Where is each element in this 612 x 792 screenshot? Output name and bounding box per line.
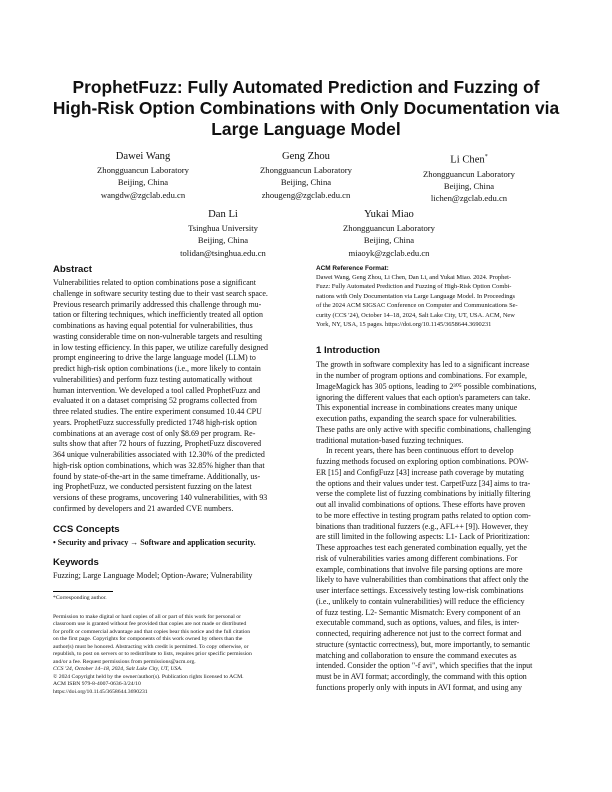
intro-line: ignoring the different values that each option's parameters can take. <box>316 392 531 402</box>
reference-line: Fuzz: Fully Automated Prediction and Fuzzing of High-Risk Option Combi- <box>316 283 512 291</box>
abstract-line: years. ProphetFuzz successfully predicted 1748 high-risk option <box>53 417 257 427</box>
abstract-line: three related studies. The entire experiment consumed 10.44 CPU <box>53 407 262 416</box>
author-name: Dan Li <box>208 209 238 220</box>
author-block <box>158 208 288 259</box>
intro-line: out all invalid combinations of options. These efforts have proven <box>316 500 526 510</box>
corresponding-author-note: *Corresponding author. <box>53 595 107 601</box>
intro-line: structure (syntactic correctness), but, more importantly, to semantic <box>316 639 531 649</box>
intro-line: intended. Consider the option "-f avi", which specifies that the input <box>316 661 533 671</box>
intro-line: in the number of program options and combinations. For example, <box>316 371 527 381</box>
left-column <box>53 264 299 696</box>
abstract-line: prompt engineering to drive the large language model (LLM) to <box>53 353 256 363</box>
reference-line: of the 2024 ACM SIGSAC Conference on Computer and Communications Se- <box>316 302 518 310</box>
intro-line: traditional mutation-based fuzzing techniques. <box>316 435 464 445</box>
intro-line: matching and collaboration to ensure the command executes as <box>316 650 517 660</box>
author-block <box>404 150 534 204</box>
abstract-line: combinations as having equal potential for vulnerabilities, thus <box>53 321 253 330</box>
intro-line: to be more effective in testing program paths related to option com- <box>316 510 531 520</box>
permission-line: and/or a fee. Request permissions from permissions@acm.org. <box>53 658 196 665</box>
permission-line: ACM ISBN 979-8-4007-0636-3/24/10 <box>53 681 141 687</box>
permission-line: republish, to post on servers or to redistribute to lists, requires prior specific permission <box>53 651 252 657</box>
abstract-line: versions of these programs, uncovering 140 vulnerabilities, with 93 <box>53 493 268 502</box>
title-line: High-Risk Option Combinations with Only Documentation via <box>52 98 560 118</box>
intro-line: executable command, such as options, values, and files, is inter- <box>316 618 520 628</box>
intro-line: execution paths, expanding the search space for vulnerabilities. <box>316 414 517 424</box>
intro-line: verse the complete list of fuzzing combinations by initially filtering <box>316 489 531 499</box>
author-email: zhougeng@zgclab.edu.cn <box>261 189 351 200</box>
author-block <box>324 208 454 259</box>
permission-line: https://doi.org/10.1145/3658644.3690231 <box>53 688 148 695</box>
author-affiliation: Zhongguancun Laboratory <box>423 168 515 179</box>
reference-line: York, NY, USA, 15 pages. https://doi.org/10.1145/3658644.3690231 <box>316 321 492 329</box>
intro-line: fuzzing methods focused on exploring option combinations. POW- <box>316 457 529 467</box>
intro-line: functions properly only with inputs in AVI format, and using any <box>316 682 522 692</box>
intro-line: example, combinations that involve file parsing options are more <box>316 564 523 574</box>
keywords-text: Fuzzing; Large Language Model; Option-Aware; Vulnerability <box>53 571 253 581</box>
intro-line: of fuzz testing. L2- Semantic Mismatch: Every component of an <box>316 607 521 617</box>
intro-line: are still limited in the following aspects: L1- Lack of Prioritization: <box>316 532 530 542</box>
permission-line: CCS '24, October 14–18, 2024, Salt Lake City, UT, USA. <box>53 666 183 672</box>
introduction-paragraph-2 <box>316 446 564 693</box>
intro-line: This exponential increase in combinations creates many unique <box>316 403 518 413</box>
permission-line: on the first page. Copyrights for components of this work owned by others than the <box>53 636 243 642</box>
permission-block <box>53 614 299 697</box>
intro-line: connected, requiring adherence not just to the correct format and <box>316 629 522 639</box>
abstract-line: Previous research primarily addressed this challenge through mu- <box>53 299 262 309</box>
intro-line: ImageMagick has 305 options, leading to 2³⁰⁵ possible combinations, <box>316 381 537 391</box>
abstract-line: wasting considerable time on non-vulnerable targets and resulting <box>53 331 263 341</box>
author-affiliation: Zhongguancun Laboratory <box>343 223 435 233</box>
intro-line: likely to have vulnerabilities than combinations that affect only the <box>316 575 529 585</box>
reference-line: nations with Only Documentation via Large Language Model. In Proceedings <box>316 292 516 300</box>
author-name: Geng Zhou <box>282 151 330 162</box>
corresponding-mark: * <box>484 154 488 160</box>
intro-line: The growth in software complexity has led to a significant increase <box>316 360 530 370</box>
author-block <box>241 150 371 201</box>
abstract-line: combinations at an average cost of only $8.69 per program. Re- <box>53 428 256 438</box>
title-line: ProphetFuzz: Fully Automated Prediction and Fuzzing of <box>72 77 540 97</box>
paper-title <box>40 77 572 140</box>
abstract-heading: Abstract <box>53 264 92 275</box>
intro-line: (i.e., unlikely to contain vulnerabilities) will reduce the efficiency <box>316 596 525 606</box>
ccs-heading: CCS Concepts <box>53 523 120 535</box>
abstract-line: 364 unique vulnerabilities associated with 12.30% of the predicted <box>53 450 265 459</box>
author-name: Dawei Wang <box>115 151 171 162</box>
intro-line: user interface settings. Excessively testing low-risk combinations <box>316 586 524 596</box>
intro-line: the options and their values under test. CarpetFuzz [34] aims to tra- <box>316 478 531 488</box>
author-location: Beijing, China <box>280 177 332 188</box>
author-email: wangdw@zgclab.edu.cn <box>100 189 186 200</box>
author-name: Li Chen <box>450 154 485 166</box>
author-block <box>78 150 208 201</box>
footnote-rule <box>53 591 113 592</box>
permission-line: author(s) must be honored. Abstracting with credit is permitted. To copy otherwise, or <box>53 643 249 650</box>
reference-line: Dawei Wang, Geng Zhou, Li Chen, Dan Li, and Yukai Miao. 2024. Prophet- <box>316 274 512 281</box>
introduction-heading: 1 Introduction <box>316 345 380 357</box>
author-email: lichen@zgclab.edu.cn <box>430 193 508 204</box>
abstract-line: found by state-of-the-art in the same timeframe. Additionally, us- <box>53 471 261 481</box>
author-email: miaoyk@zgclab.edu.cn <box>348 247 430 258</box>
permission-line: © 2024 Copyright held by the owner/author(s). Publication rights licensed to ACM. <box>53 673 244 680</box>
abstract-body <box>53 278 299 515</box>
author-name: Yukai Miao <box>364 209 414 220</box>
abstract-line: confirmed by developers and 21 awarded CVE numbers. <box>53 503 234 513</box>
abstract-line: human intervention. We developed a tool called ProphetFuzz and <box>53 385 261 395</box>
title-line: Large Language Model <box>211 119 401 139</box>
abstract-line: challenge in software security testing due to their vast search space. <box>53 288 268 298</box>
author-affiliation: Zhongguancun Laboratory <box>260 165 352 175</box>
abstract-line: evaluated it on a dataset comprising 52 programs collected from <box>53 396 257 406</box>
intro-line: risk of vulnerabilities varies among different combinations. For <box>316 553 518 563</box>
reference-format-heading: ACM Reference Format: <box>316 265 389 272</box>
intro-line: These paths are only active with specific combinations, challenging <box>316 424 531 434</box>
abstract-line: predict high-risk option combinations (i.e., more likely to contain <box>53 364 261 373</box>
author-location: Beijing, China <box>197 235 249 246</box>
abstract-line: in low testing efficiency. In this paper, we utilize carefully designed <box>53 342 269 352</box>
right-column <box>316 264 564 694</box>
permission-line: for profit or commercial advantage and that copies bear this notice and the full citation <box>53 628 251 635</box>
abstract-line: Vulnerabilities related to option combinations pose a significant <box>53 278 256 287</box>
keywords-heading: Keywords <box>53 557 99 569</box>
author-email: tolidan@tsinghua.edu.cn <box>180 247 266 258</box>
intro-line: must be in AVI format; accordingly, the command with this option <box>316 672 527 682</box>
abstract-line: tation or filtering techniques, which inefficiently treated all option <box>53 310 263 320</box>
reference-line: curity (CCS '24), October 14–18, 2024, Salt Lake City, UT, USA. ACM, New <box>316 311 515 319</box>
author-location: Beijing, China <box>117 177 169 188</box>
ccs-concepts: • Security and privacy → Software and application security. <box>53 537 256 547</box>
abstract-line: sults show that after 72 hours of fuzzing, ProphetFuzz discovered <box>53 439 262 449</box>
intro-line: In recent years, there has been continuous effort to develop <box>326 446 514 456</box>
author-affiliation: Zhongguancun Laboratory <box>97 165 189 175</box>
abstract-line: ing ProphetFuzz, we conducted persistent fuzzing on the latest <box>53 482 252 492</box>
reference-format-text <box>316 273 564 329</box>
intro-line: ER [15] and ConfigFuzz [43] increase path coverage by mutating <box>316 467 524 477</box>
abstract-line: vulnerabilities) and perform fuzz testing automatically without <box>53 374 253 384</box>
intro-line: binations than traditional fuzzers (e.g., AFL++ [9]). However, they <box>316 521 529 531</box>
abstract-line: high-risk option combinations, which was 32.85% higher than that <box>53 460 265 470</box>
introduction-paragraph-1 <box>316 360 564 446</box>
author-location: Beijing, China <box>363 235 415 246</box>
permission-line: Permission to make digital or hard copies of all or part of this work for personal or <box>53 613 241 620</box>
intro-line: These approaches test each generated combination equally, yet the <box>316 543 527 553</box>
author-affiliation: Tsinghua University <box>188 223 258 233</box>
author-location: Beijing, China <box>443 180 495 191</box>
permission-line: classroom use is granted without fee provided that copies are not made or distributed <box>53 621 247 627</box>
